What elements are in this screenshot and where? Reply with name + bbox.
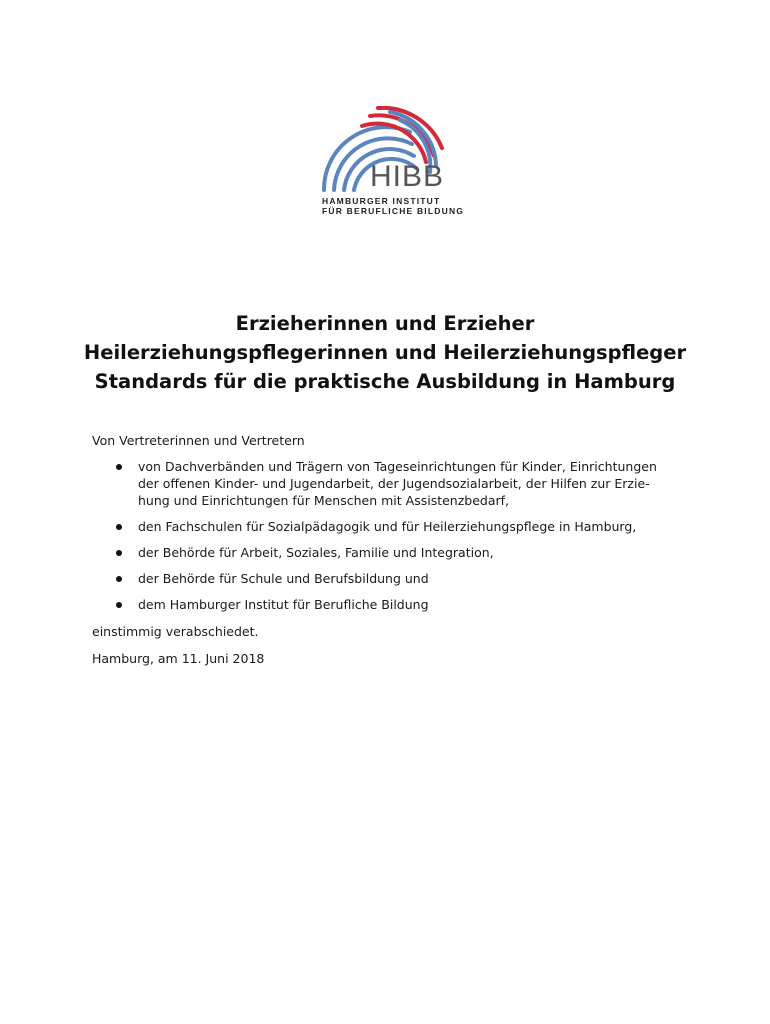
list-item	[92, 518, 668, 535]
logo-abbreviation: HIBB	[370, 160, 445, 193]
title-line-3: Standards für die praktische Ausbildung in Hamburg	[94, 370, 676, 393]
intro-text: Von Vertreterinnen und Vertretern	[92, 433, 305, 448]
list-item-text: der Behörde für Schule und Berufsbildung und	[138, 571, 429, 586]
bullet-icon	[116, 576, 122, 582]
hibb-logo	[318, 106, 465, 218]
bullet-icon	[116, 550, 122, 556]
logo-name-line-2: FÜR BERUFLICHE BILDUNG	[322, 206, 465, 216]
list-item-text: der Behörde für Arbeit, Soziales, Familie und Integration,	[138, 545, 494, 560]
bullet-list	[92, 458, 692, 622]
list-item	[92, 458, 668, 509]
bullet-icon	[116, 524, 122, 530]
list-item-text: von Dachverbänden und Trägern von Tageseinrichtungen für Kinder, Einrichtungen der offenen Kinder- und Jugendarbeit, der Jugendsozialarbeit, der Hilfen zur Erzie-hung und Einrichtungen für Menschen mit Assistenzbedarf,	[138, 459, 657, 508]
logo-institute-name	[322, 196, 464, 216]
list-item-text: dem Hamburger Institut für Berufliche Bildung	[138, 597, 429, 612]
dateline: Hamburg, am 11. Juni 2018	[92, 651, 265, 666]
logo-name-line-1: HAMBURGER INSTITUT	[322, 196, 441, 206]
list-item	[92, 570, 668, 587]
document-title	[40, 309, 730, 396]
list-item	[92, 544, 668, 561]
list-item	[92, 596, 668, 613]
title-line-1: Erzieherinnen und Erzieher	[235, 312, 535, 335]
bullet-icon	[116, 464, 122, 470]
title-line-2: Heilerziehungspflegerinnen und Heilerziehungspfleger	[83, 341, 687, 364]
bullet-icon	[116, 602, 122, 608]
list-item-text: den Fachschulen für Sozialpädagogik und für Heilerziehungspflege in Hamburg,	[138, 519, 637, 534]
outro-text: einstimmig verabschiedet.	[92, 624, 259, 639]
